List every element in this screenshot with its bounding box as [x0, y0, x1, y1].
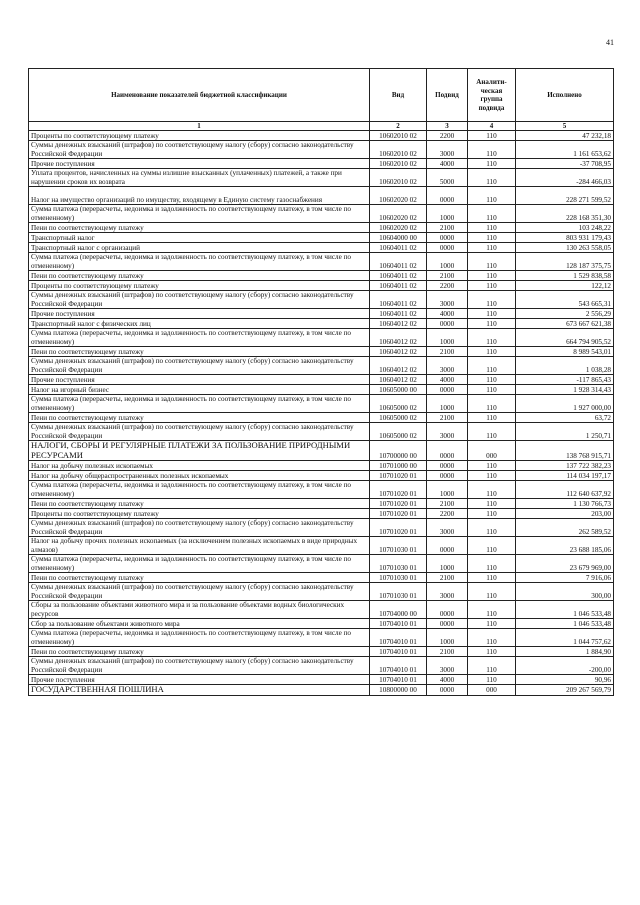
row-subkind-cell: 1000	[427, 481, 468, 499]
row-group-cell: 110	[468, 243, 516, 253]
row-name-cell: Сумма платежа (перерасчеты, недоимка и задолженность по соответствующему платежу, в том числе по отмененному)	[29, 481, 370, 499]
table-row	[29, 499, 614, 509]
table-row	[29, 223, 614, 233]
row-group-cell: 110	[468, 253, 516, 271]
row-group-cell: 110	[468, 309, 516, 319]
table-row	[29, 423, 614, 441]
row-executed-cell: 673 667 621,38	[516, 319, 614, 329]
row-kind-cell: 10704010 01	[370, 657, 427, 675]
row-kind-cell: 10701020 01	[370, 499, 427, 509]
row-name-cell: Суммы денежных взысканий (штрафов) по соответствующему налогу (сбору) согласно законодательству Российской Федерации	[29, 357, 370, 375]
table-row	[29, 291, 614, 309]
row-name-cell: Суммы денежных взысканий (штрафов) по соответствующему налогу (сбору) согласно законодательству Российской Федерации	[29, 423, 370, 441]
row-kind-cell: 10605000 02	[370, 395, 427, 413]
header-analytic-group: Аналити-ческая группа подвида	[468, 69, 516, 122]
row-name-cell: Пени по соответствующему платежу	[29, 271, 370, 281]
row-executed-cell: 300,00	[516, 583, 614, 601]
row-subkind-cell: 5000	[427, 169, 468, 187]
row-name-cell: Сумма платежа (перерасчеты, недоимка и задолженность по соответствующему платежу, в том числе по отмененному)	[29, 555, 370, 573]
table-row	[29, 647, 614, 657]
row-group-cell: 110	[468, 519, 516, 537]
table-row	[29, 481, 614, 499]
row-subkind-cell: 1000	[427, 395, 468, 413]
row-executed-cell: 138 768 915,71	[516, 441, 614, 461]
table-row	[29, 319, 614, 329]
column-number: 2	[370, 122, 427, 131]
row-executed-cell: 228 168 351,30	[516, 205, 614, 223]
row-group-cell: 110	[468, 319, 516, 329]
row-executed-cell: -284 466,03	[516, 169, 614, 187]
row-subkind-cell: 3000	[427, 357, 468, 375]
row-executed-cell: 1 529 838,58	[516, 271, 614, 281]
row-kind-cell: 10602010 02	[370, 141, 427, 159]
row-name-cell: Налог на добычу общераспространенных полезных ископаемых	[29, 471, 370, 481]
row-subkind-cell: 0000	[427, 601, 468, 619]
row-kind-cell: 10604011 02	[370, 281, 427, 291]
row-executed-cell: 130 263 558,05	[516, 243, 614, 253]
row-kind-cell: 10605000 02	[370, 423, 427, 441]
row-name-cell: Налог на добычу прочих полезных ископаемых (за исключением полезных ископаемых в виде природных алмазов)	[29, 537, 370, 555]
table-row	[29, 395, 614, 413]
row-name-cell: Проценты по соответствующему платежу	[29, 509, 370, 519]
table-row	[29, 347, 614, 357]
row-executed-cell: 63,72	[516, 413, 614, 423]
row-kind-cell: 10604011 02	[370, 271, 427, 281]
row-subkind-cell: 2200	[427, 281, 468, 291]
row-executed-cell: 47 232,18	[516, 131, 614, 141]
row-executed-cell: 1 884,90	[516, 647, 614, 657]
row-name-cell: Проценты по соответствующему платежу	[29, 131, 370, 141]
row-kind-cell: 10602010 02	[370, 131, 427, 141]
header-executed: Исполнено	[516, 69, 614, 122]
page-number: 41	[606, 38, 614, 47]
row-kind-cell: 10604012 02	[370, 319, 427, 329]
row-subkind-cell: 2200	[427, 131, 468, 141]
row-executed-cell: 209 267 569,79	[516, 685, 614, 696]
row-subkind-cell: 3000	[427, 657, 468, 675]
row-subkind-cell: 1000	[427, 329, 468, 347]
row-name-cell: НАЛОГИ, СБОРЫ И РЕГУЛЯРНЫЕ ПЛАТЕЖИ ЗА ПОЛЬЗОВАНИЕ ПРИРОДНЫМИ РЕСУРСАМИ	[29, 441, 370, 461]
row-executed-cell: 1 161 653,62	[516, 141, 614, 159]
row-kind-cell: 10604012 02	[370, 357, 427, 375]
table-header-row	[29, 69, 614, 122]
row-group-cell: 110	[468, 291, 516, 309]
table-row	[29, 471, 614, 481]
table-row	[29, 141, 614, 159]
row-group-cell: 110	[468, 583, 516, 601]
row-kind-cell: 10605000 02	[370, 413, 427, 423]
row-name-cell: Сумма платежа (перерасчеты, недоимка и задолженность по соответствующему платежу, в том числе по отмененному)	[29, 253, 370, 271]
row-executed-cell: 137 722 382,23	[516, 461, 614, 471]
row-executed-cell: 103 248,22	[516, 223, 614, 233]
row-subkind-cell: 3000	[427, 291, 468, 309]
row-executed-cell: -37 708,95	[516, 159, 614, 169]
row-name-cell: Налог на имущество организаций по имуществу, входящему в Единую систему газоснабжения	[29, 187, 370, 205]
table-row	[29, 657, 614, 675]
column-number: 1	[29, 122, 370, 131]
row-subkind-cell: 3000	[427, 583, 468, 601]
row-name-cell: Пени по соответствующему платежу	[29, 413, 370, 423]
row-kind-cell: 10704010 01	[370, 647, 427, 657]
row-group-cell: 110	[468, 131, 516, 141]
table-row	[29, 413, 614, 423]
row-kind-cell: 10704010 01	[370, 675, 427, 685]
row-kind-cell: 10701000 00	[370, 461, 427, 471]
table-row	[29, 629, 614, 647]
row-group-cell: 110	[468, 573, 516, 583]
row-subkind-cell: 3000	[427, 519, 468, 537]
row-executed-cell: 23 688 185,06	[516, 537, 614, 555]
table-row	[29, 309, 614, 319]
row-executed-cell: -117 865,43	[516, 375, 614, 385]
row-subkind-cell: 1000	[427, 629, 468, 647]
row-group-cell: 110	[468, 647, 516, 657]
header-subkind: Подвид	[427, 69, 468, 122]
row-name-cell: Уплата процентов, начисленных на суммы излишне взысканных (уплаченных) платежей, а также при нарушении сроков их возврата	[29, 169, 370, 187]
table-row	[29, 131, 614, 141]
row-executed-cell: 2 556,29	[516, 309, 614, 319]
row-group-cell: 000	[468, 441, 516, 461]
row-group-cell: 110	[468, 375, 516, 385]
table-row	[29, 461, 614, 471]
row-name-cell: Пени по соответствующему платежу	[29, 647, 370, 657]
row-name-cell: Пени по соответствующему платежу	[29, 223, 370, 233]
table-row	[29, 555, 614, 573]
table-body	[29, 131, 614, 696]
row-executed-cell: 90,96	[516, 675, 614, 685]
row-kind-cell: 10701020 01	[370, 471, 427, 481]
table-row	[29, 281, 614, 291]
row-subkind-cell: 0000	[427, 537, 468, 555]
row-subkind-cell: 4000	[427, 309, 468, 319]
row-executed-cell: 1 038,28	[516, 357, 614, 375]
row-kind-cell: 10602020 02	[370, 223, 427, 233]
row-executed-cell: 112 640 637,92	[516, 481, 614, 499]
row-group-cell: 110	[468, 471, 516, 481]
row-name-cell: Транспортный налог с организаций	[29, 243, 370, 253]
row-subkind-cell: 0000	[427, 187, 468, 205]
row-kind-cell: 10704010 01	[370, 629, 427, 647]
table-row	[29, 271, 614, 281]
table-row	[29, 357, 614, 375]
table-row	[29, 675, 614, 685]
row-group-cell: 110	[468, 271, 516, 281]
row-group-cell: 110	[468, 385, 516, 395]
table-row	[29, 253, 614, 271]
row-kind-cell: 10701030 01	[370, 537, 427, 555]
column-number: 5	[516, 122, 614, 131]
row-group-cell: 110	[468, 357, 516, 375]
row-executed-cell: 664 794 905,52	[516, 329, 614, 347]
row-subkind-cell: 4000	[427, 375, 468, 385]
row-subkind-cell: 4000	[427, 675, 468, 685]
row-kind-cell: 10604011 02	[370, 291, 427, 309]
row-group-cell: 110	[468, 499, 516, 509]
row-subkind-cell: 4000	[427, 159, 468, 169]
row-subkind-cell: 3000	[427, 141, 468, 159]
row-kind-cell: 10701020 01	[370, 509, 427, 519]
table-row	[29, 619, 614, 629]
row-executed-cell: 1 250,71	[516, 423, 614, 441]
table-row	[29, 187, 614, 205]
table-row	[29, 375, 614, 385]
row-group-cell: 110	[468, 347, 516, 357]
row-kind-cell: 10704000 00	[370, 601, 427, 619]
table-row	[29, 385, 614, 395]
row-name-cell: Суммы денежных взысканий (штрафов) по соответствующему налогу (сбору) согласно законодательству Российской Федерации	[29, 657, 370, 675]
row-kind-cell: 10602020 02	[370, 187, 427, 205]
row-name-cell: Суммы денежных взысканий (штрафов) по соответствующему налогу (сбору) согласно законодательству Российской Федерации	[29, 519, 370, 537]
row-subkind-cell: 1000	[427, 555, 468, 573]
row-executed-cell: 1 927 000,00	[516, 395, 614, 413]
row-group-cell: 110	[468, 169, 516, 187]
row-name-cell: Пени по соответствующему платежу	[29, 573, 370, 583]
row-name-cell: Суммы денежных взысканий (штрафов) по соответствующему налогу (сбору) согласно законодательству Российской Федерации	[29, 291, 370, 309]
row-name-cell: Сумма платежа (перерасчеты, недоимка и задолженность по соответствующему платежу, в том числе по отмененному)	[29, 395, 370, 413]
row-name-cell: Сумма платежа (перерасчеты, недоимка и задолженность по соответствующему платежу, в том числе по отмененному)	[29, 629, 370, 647]
row-group-cell: 110	[468, 187, 516, 205]
row-kind-cell: 10701020 01	[370, 519, 427, 537]
row-group-cell: 110	[468, 509, 516, 519]
row-executed-cell: 1 928 314,43	[516, 385, 614, 395]
row-name-cell: Налог на игорный бизнес	[29, 385, 370, 395]
row-name-cell: Сборы за пользование объектами животного мира и за пользование объектами водных биологических ресурсов	[29, 601, 370, 619]
row-kind-cell: 10604012 02	[370, 329, 427, 347]
table-row	[29, 601, 614, 619]
row-group-cell: 110	[468, 423, 516, 441]
row-kind-cell: 10605000 00	[370, 385, 427, 395]
row-kind-cell: 10604012 02	[370, 375, 427, 385]
row-kind-cell: 10602010 02	[370, 159, 427, 169]
row-kind-cell: 10700000 00	[370, 441, 427, 461]
row-group-cell: 110	[468, 413, 516, 423]
table-row	[29, 169, 614, 187]
row-subkind-cell: 2100	[427, 647, 468, 657]
row-subkind-cell: 2100	[427, 347, 468, 357]
row-group-cell: 110	[468, 555, 516, 573]
row-group-cell: 110	[468, 329, 516, 347]
row-subkind-cell: 1000	[427, 205, 468, 223]
budget-classification-table	[28, 68, 614, 696]
row-kind-cell: 10604012 02	[370, 347, 427, 357]
row-executed-cell: 1 046 533,48	[516, 619, 614, 629]
row-kind-cell: 10604011 02	[370, 253, 427, 271]
row-kind-cell: 10604011 02	[370, 243, 427, 253]
row-subkind-cell: 0000	[427, 385, 468, 395]
row-group-cell: 110	[468, 619, 516, 629]
row-executed-cell: 203,00	[516, 509, 614, 519]
row-executed-cell: 262 589,52	[516, 519, 614, 537]
table-row	[29, 233, 614, 243]
row-group-cell: 110	[468, 461, 516, 471]
table-row	[29, 685, 614, 696]
row-subkind-cell: 2200	[427, 509, 468, 519]
row-group-cell: 110	[468, 205, 516, 223]
row-subkind-cell: 0000	[427, 471, 468, 481]
row-executed-cell: 8 989 543,01	[516, 347, 614, 357]
row-group-cell: 110	[468, 537, 516, 555]
row-kind-cell: 10701030 01	[370, 555, 427, 573]
row-subkind-cell: 2100	[427, 413, 468, 423]
row-subkind-cell: 0000	[427, 441, 468, 461]
row-subkind-cell: 0000	[427, 243, 468, 253]
row-subkind-cell: 0000	[427, 319, 468, 329]
table-row	[29, 573, 614, 583]
row-name-cell: Прочие поступления	[29, 309, 370, 319]
row-subkind-cell: 2100	[427, 271, 468, 281]
row-subkind-cell: 2100	[427, 223, 468, 233]
row-group-cell: 110	[468, 657, 516, 675]
row-group-cell: 110	[468, 675, 516, 685]
table-row	[29, 159, 614, 169]
row-executed-cell: 23 679 969,00	[516, 555, 614, 573]
row-kind-cell: 10701030 01	[370, 583, 427, 601]
row-subkind-cell: 0000	[427, 685, 468, 696]
row-executed-cell: 128 187 375,75	[516, 253, 614, 271]
row-name-cell: Суммы денежных взысканий (штрафов) по соответствующему налогу (сбору) согласно законодательству Российской Федерации	[29, 583, 370, 601]
row-name-cell: Прочие поступления	[29, 375, 370, 385]
row-subkind-cell: 3000	[427, 423, 468, 441]
row-kind-cell: 10604000 00	[370, 233, 427, 243]
row-name-cell: Пени по соответствующему платежу	[29, 499, 370, 509]
row-executed-cell: 228 271 599,52	[516, 187, 614, 205]
header-name: Наименование показателей бюджетной классификации	[29, 69, 370, 122]
row-subkind-cell: 2100	[427, 573, 468, 583]
row-subkind-cell: 0000	[427, 461, 468, 471]
row-group-cell: 110	[468, 141, 516, 159]
row-executed-cell: 7 916,06	[516, 573, 614, 583]
row-name-cell: Транспортный налог	[29, 233, 370, 243]
row-subkind-cell: 0000	[427, 619, 468, 629]
row-kind-cell: 10701030 01	[370, 573, 427, 583]
row-group-cell: 110	[468, 601, 516, 619]
column-number-row	[29, 122, 614, 131]
row-executed-cell: 114 034 197,17	[516, 471, 614, 481]
row-kind-cell: 10602010 02	[370, 169, 427, 187]
row-kind-cell: 10602020 02	[370, 205, 427, 223]
row-group-cell: 110	[468, 629, 516, 647]
row-subkind-cell: 2100	[427, 499, 468, 509]
row-executed-cell: 1 046 533,48	[516, 601, 614, 619]
row-subkind-cell: 1000	[427, 253, 468, 271]
row-name-cell: ГОСУДАРСТВЕННАЯ ПОШЛИНА	[29, 685, 370, 696]
row-group-cell: 110	[468, 395, 516, 413]
table-row	[29, 583, 614, 601]
row-kind-cell: 10604011 02	[370, 309, 427, 319]
table-row	[29, 519, 614, 537]
row-group-cell: 000	[468, 685, 516, 696]
row-executed-cell: 803 931 179,43	[516, 233, 614, 243]
row-name-cell: Сумма платежа (перерасчеты, недоимка и задолженность по соответствующему платежу, в том числе по отмененному)	[29, 205, 370, 223]
table-row	[29, 205, 614, 223]
table-row	[29, 441, 614, 461]
column-number: 4	[468, 122, 516, 131]
row-kind-cell: 10800000 00	[370, 685, 427, 696]
row-group-cell: 110	[468, 223, 516, 233]
row-group-cell: 110	[468, 159, 516, 169]
row-name-cell: Сумма платежа (перерасчеты, недоимка и задолженность по соответствующему платежу, в том числе по отмененному)	[29, 329, 370, 347]
row-name-cell: Прочие поступления	[29, 675, 370, 685]
row-group-cell: 110	[468, 233, 516, 243]
row-name-cell: Прочие поступления	[29, 159, 370, 169]
row-group-cell: 110	[468, 281, 516, 291]
row-name-cell: Сбор за пользование объектами животного мира	[29, 619, 370, 629]
row-kind-cell: 10704010 01	[370, 619, 427, 629]
table-row	[29, 329, 614, 347]
row-executed-cell: -200,00	[516, 657, 614, 675]
table-row	[29, 509, 614, 519]
row-name-cell: Проценты по соответствующему платежу	[29, 281, 370, 291]
table-row	[29, 537, 614, 555]
column-number: 3	[427, 122, 468, 131]
row-name-cell: Налог на добычу полезных ископаемых	[29, 461, 370, 471]
row-executed-cell: 1 044 757,62	[516, 629, 614, 647]
row-name-cell: Транспортный налог с физических лиц	[29, 319, 370, 329]
row-name-cell: Суммы денежных взысканий (штрафов) по соответствующему налогу (сбору) согласно законодательству Российской Федерации	[29, 141, 370, 159]
row-executed-cell: 122,12	[516, 281, 614, 291]
row-kind-cell: 10701020 01	[370, 481, 427, 499]
header-kind: Вид	[370, 69, 427, 122]
row-name-cell: Пени по соответствующему платежу	[29, 347, 370, 357]
row-group-cell: 110	[468, 481, 516, 499]
row-subkind-cell: 0000	[427, 233, 468, 243]
row-executed-cell: 1 130 766,73	[516, 499, 614, 509]
table-row	[29, 243, 614, 253]
row-executed-cell: 543 665,31	[516, 291, 614, 309]
